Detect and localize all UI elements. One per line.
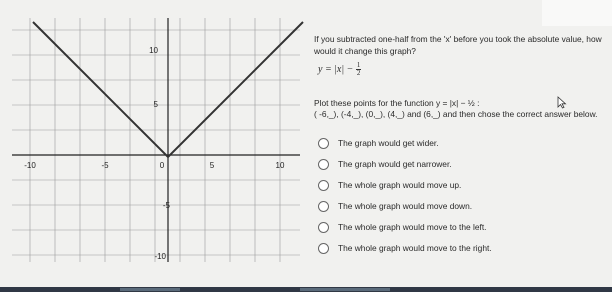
plot-instruction: Plot these points for the function y = |x| − ½ : [314,97,480,108]
option-narrower[interactable] [314,154,606,175]
y-tick-label: 5 [153,100,158,109]
question-panel [314,34,606,259]
taskbar-segment [120,288,180,291]
option-label: The whole graph would move to the right. [338,242,492,253]
radio-button-icon[interactable] [318,201,329,212]
option-label: The graph would get wider. [338,137,439,148]
question-text: If you subtracted one-half from the 'x' before you took the absolute value, how would it change this graph? [314,34,602,56]
option-label: The graph would get narrower. [338,158,452,169]
points-instruction: ( -6,_), (-4,_), (0,_), (4,_) and (6,_) and then chose the correct answer below. [314,109,598,120]
x-tick-label: -10 [24,161,36,170]
answer-options [314,133,606,259]
y-tick-label: -10 [154,252,166,261]
x-tick-label: 10 [275,161,285,170]
radio-button-icon[interactable] [318,243,329,254]
option-move-right[interactable] [314,238,606,259]
option-move-down[interactable] [314,196,606,217]
radio-button-icon[interactable] [318,138,329,149]
x-tick-label: 5 [209,161,215,170]
taskbar-strip [0,287,612,292]
fraction-one-half [356,62,362,77]
taskbar-segment [300,288,390,291]
y-tick-label: -5 [162,201,170,210]
option-wider[interactable] [314,133,606,154]
y-tick-label: 10 [149,46,158,55]
option-move-left[interactable] [314,217,606,238]
option-label: The whole graph would move down. [338,200,473,211]
fraction-denominator: 2 [356,68,361,77]
window-corner-overlay [542,0,612,26]
option-move-up[interactable] [314,175,606,196]
pointer-cursor-icon [557,96,567,109]
equation-lhs: y = |x| − [318,63,354,75]
radio-button-icon[interactable] [318,159,329,170]
radio-button-icon[interactable] [318,180,329,191]
radio-button-icon[interactable] [318,222,329,233]
option-label: The whole graph would move to the left. [338,221,487,232]
x-tick-label: -5 [101,161,109,170]
fraction-numerator: 1 [356,60,361,69]
function-equation [318,62,606,77]
x-tick-label: 0 [159,161,165,170]
option-label: The whole graph would move up. [338,179,462,190]
